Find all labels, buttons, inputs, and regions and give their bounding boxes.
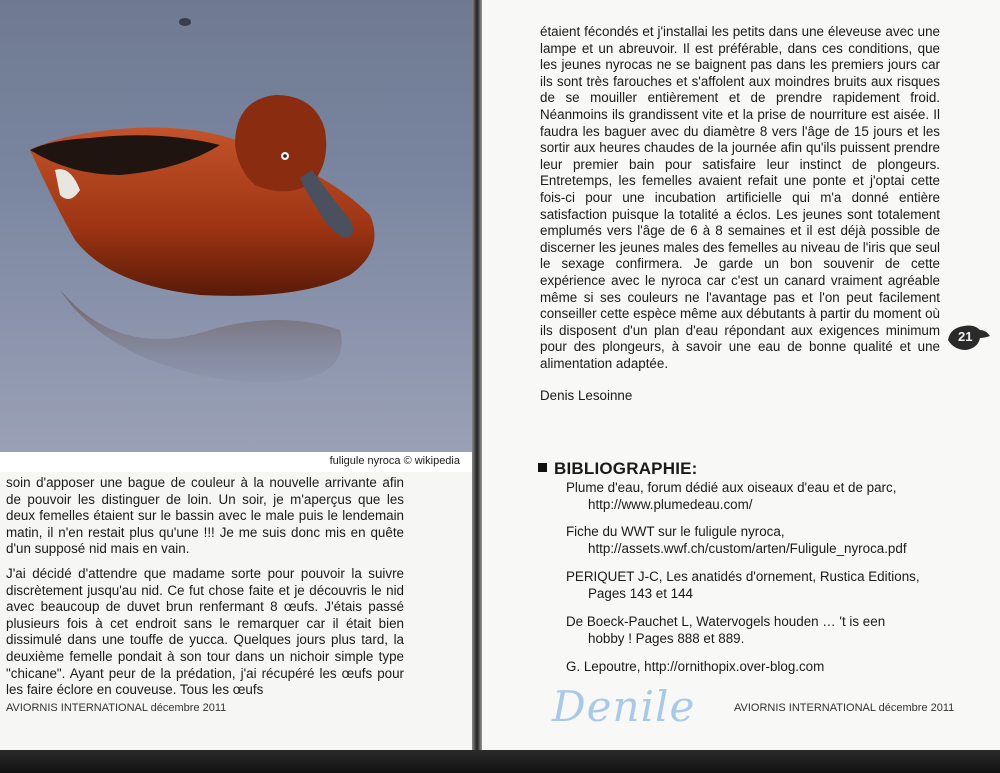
bibliography-heading bbox=[538, 459, 698, 479]
reference-line: G. Lepoutre, http://ornithopix.over-blog.com bbox=[566, 659, 825, 674]
left-page bbox=[0, 0, 472, 750]
watermark-text: Denile bbox=[552, 682, 696, 731]
reference-line: PERIQUET J-C, Les anatidés d'ornement, Rustica Editions, bbox=[566, 569, 920, 584]
reference-line: Plume d'eau, forum dédié aux oiseaux d'eau et de parc, bbox=[566, 480, 897, 495]
bullet-square-icon bbox=[538, 463, 547, 472]
bibliography-heading-text: BIBLIOGRAPHIE: bbox=[554, 459, 698, 478]
reference-item bbox=[566, 479, 944, 513]
scan-bottom-edge bbox=[0, 750, 1000, 773]
reference-link[interactable]: http://www.plumedeau.com/ bbox=[588, 497, 753, 512]
duck-illustration bbox=[0, 0, 472, 452]
reference-line: Fiche du WWT sur le fuligule nyroca, bbox=[566, 524, 785, 539]
reference-continuation: Pages 143 et 144 bbox=[588, 586, 693, 601]
right-page bbox=[482, 0, 1000, 750]
right-footer: AVIORNIS INTERNATIONAL décembre 2011 bbox=[734, 702, 955, 714]
reference-item bbox=[566, 523, 944, 557]
author-name: Denis Lesoinne bbox=[540, 388, 633, 403]
reference-item bbox=[566, 568, 944, 602]
page-number: 21 bbox=[958, 329, 973, 344]
left-paragraph-1: soin d'apposer une bague de couleur à la nouvelle arrivante afin de pouvoir les distinguer de loin. Un soir, je m'aperçus que les deux femelles étaient sur le bassin avec le male puis le lendemain matin, il n'en restait plus qu'une !!! Je me suis donc mis en quête d'un supposé nid mais en vain. bbox=[6, 475, 404, 557]
photo-caption-bar bbox=[0, 452, 472, 472]
left-footer: AVIORNIS INTERNATIONAL décembre 2011 bbox=[6, 702, 227, 714]
photo-caption: fuligule nyroca © wikipedia bbox=[329, 455, 460, 467]
reference-item bbox=[566, 613, 944, 647]
reference-continuation: hobby ! Pages 888 et 889. bbox=[588, 631, 745, 646]
left-paragraph-2: J'ai décidé d'attendre que madame sorte pour pouvoir la suivre discrètement jusqu'au nid. Ce fut chose faite et je découvris le nid avec beaucoup de duvet brun renfermant 8 œufs. J'étais passé plusieurs fois à cet endroit sans le remarquer car il était bien dissimulé dans une touffe de yucca. Quelques jours plus tard, la deuxième femelle pondait à son tour dans un nichoir simple type "chicane". Ayant peur de la prédation, j'ai récupéré les œufs pour les faire éclore en couveuse. Tous les œufs bbox=[6, 566, 404, 698]
reference-link[interactable]: http://assets.wwf.ch/custom/arten/Fuligule_nyroca.pdf bbox=[588, 541, 907, 556]
reference-item bbox=[566, 658, 944, 675]
page-gutter bbox=[472, 0, 482, 773]
right-paragraph-1: étaient fécondés et j'installai les petits dans une éleveuse avec une lampe et un abreuvoir. Il est préférable, dans ces conditions, que les jeunes nyrocas ne se baignent pas dans les premiers jours car ils sont très farouches et s'affolent aux moindres bruits aux risques de se mouiller entièrement et de prendre rapidement froid. Néanmoins ils grandissent vite et la prise de nourriture est aisée. Il faudra les baguer avec du diamètre 8 vers l'âge de 15 jours et les sortir aux heures chaudes de la journée afin qu'ils puissent prendre leur premier bain pour satisfaire leur instinct de plongeurs. Entretemps, les femelles avaient refait une ponte et j'optai cette fois-ci pour une incubation artificielle qui m'a donné entière satisfaction puisque la totalité a éclos. Les jeunes sont totalement emplumés vers l'âge de 6 à 8 semaines et il est déjà possible de discerner les jeunes males des femelles au niveau de l'iris que seul le sexage confirmera. Je garde un bon souvenir de cette expérience avec le nyroca car c'est un canard vraiment agréable même si ses couleurs ne l'avantage pas et l'on peut facilement conseiller cette espèce même aux débutants à partir du moment où ils disposent d'un plan d'eau répondant aux exigences minimum pour des plongeurs, à savoir une eau de bonne qualité et une alimentation adaptée. bbox=[540, 24, 940, 371]
duck-photo bbox=[0, 0, 472, 452]
reference-line: De Boeck-Pauchet L, Watervogels houden … 't is een bbox=[566, 614, 886, 629]
